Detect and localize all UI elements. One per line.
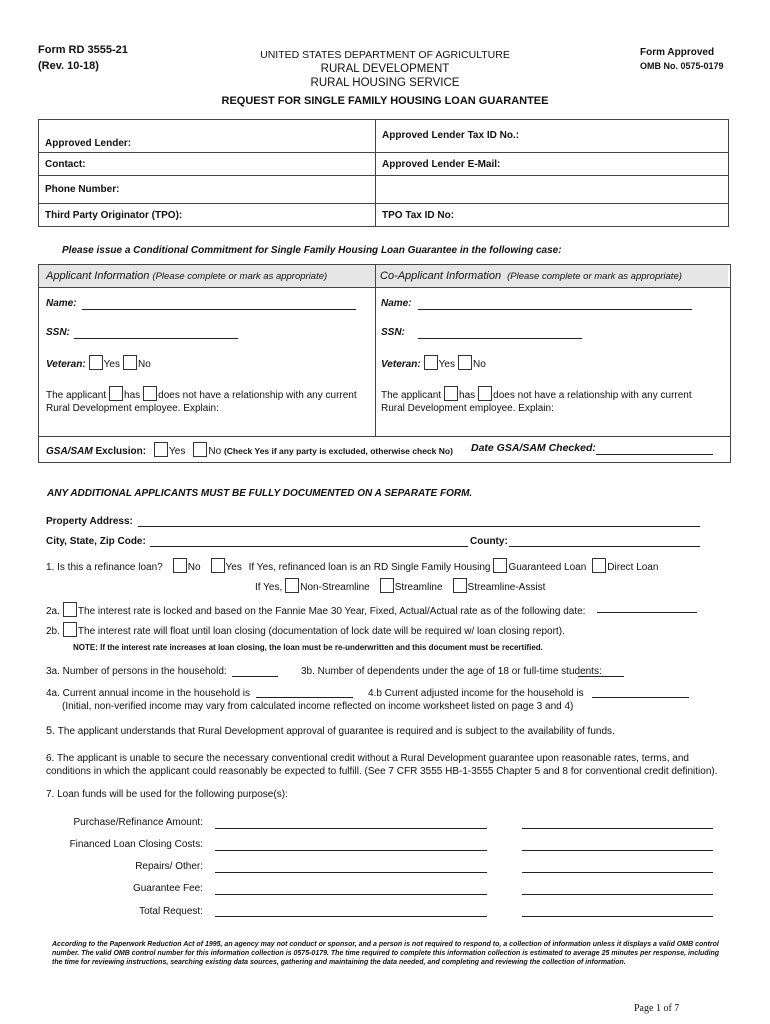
- q1-streamline-checkbox[interactable]: [380, 578, 394, 593]
- applicant-relationship-text-c: Rural Development employee. Explain:: [46, 403, 219, 414]
- q7-total-label: Total Request:: [139, 906, 203, 917]
- coapplicant-veteran-row: [381, 355, 486, 370]
- agency-line-1: UNITED STATES DEPARTMENT OF AGRICULTURE: [260, 49, 510, 61]
- agency-block: [240, 48, 530, 90]
- q6-line-2: conditions in which the applicant could reasonably be expected to fulfill. (See 7 CFR 3555 HB-1-3555 Chapter 5 and 8 for conventional credit definition).: [46, 766, 718, 777]
- coapplicant-name-input[interactable]: [418, 309, 692, 310]
- gsa-label-rest: Exclusion:: [95, 446, 147, 457]
- q7-repairs-input-1[interactable]: [215, 872, 487, 873]
- applicant-ssn-input[interactable]: [74, 338, 238, 339]
- form-approved: Form Approved: [640, 47, 715, 58]
- coapplicant-veteran-yes-label: Yes: [438, 359, 455, 370]
- intro-text: Please issue a Conditional Commitment for Single Family Housing Loan Guarantee in the following case:: [62, 245, 562, 256]
- coapplicant-heading-note: (Please complete or mark as appropriate): [507, 271, 682, 282]
- gsa-label-italic: GSA/SAM: [46, 446, 93, 457]
- q3b-text: 3b. Number of dependents under the age of 18 or full-time students:: [301, 666, 602, 677]
- q2b-text: The interest rate will float until loan closing (documentation of lock date will be required w/ loan closing report).: [77, 626, 565, 637]
- q7-closing-costs-input-2[interactable]: [522, 850, 713, 851]
- q7-closing-costs-input-1[interactable]: [215, 850, 487, 851]
- q4a-input[interactable]: [256, 697, 353, 698]
- q2a-label: 2a.: [46, 606, 60, 617]
- phone-blank-cell: [376, 176, 729, 204]
- q2-note: NOTE: If the interest rate increases at loan closing, the loan must be re-underwritten and this document must be recertified.: [73, 643, 543, 652]
- applicant-veteran-yes-label: Yes: [103, 359, 120, 370]
- coapplicant-name-label: Name:: [381, 298, 412, 309]
- q5-text: The applicant understands that Rural Development approval of guarantee is required and is subject to the availability of funds.: [57, 726, 615, 737]
- q2b-checkbox[interactable]: [63, 622, 77, 637]
- applicant-has-label: has: [124, 390, 141, 401]
- city-state-zip-input[interactable]: [150, 546, 468, 547]
- q2a-date-input[interactable]: [597, 612, 697, 613]
- gsa-no-checkbox[interactable]: [193, 442, 207, 457]
- q7-closing-costs-label: Financed Loan Closing Costs:: [69, 839, 203, 850]
- coapplicant-veteran-no-checkbox[interactable]: [458, 355, 472, 370]
- q1-direct-checkbox[interactable]: [592, 558, 606, 573]
- tpo-field[interactable]: Third Party Originator (TPO):: [39, 204, 376, 227]
- applicant-ssn-label: SSN:: [46, 327, 70, 338]
- q1-guaranteed-label: Guaranteed Loan: [508, 562, 587, 573]
- property-address-label: Property Address:: [46, 516, 133, 527]
- q6-line-1: 6. The applicant is unable to secure the necessary conventional credit without a Rural Development guarantee upon reasonable rates, terms, and: [46, 753, 689, 764]
- tpo-tax-id-field[interactable]: TPO Tax ID No:: [376, 204, 729, 227]
- phone-number-field[interactable]: Phone Number:: [39, 176, 376, 204]
- q4-note: (Initial, non-verified income may vary from calculated income reflected on income worksheet listed on page 3 and 4): [62, 701, 574, 712]
- coapplicant-relationship-text-b: does not have a relationship with any current: [493, 390, 692, 401]
- applicant-veteran-yes-checkbox[interactable]: [89, 355, 103, 370]
- applicant-has-checkbox[interactable]: [109, 386, 123, 401]
- gsa-checked-label: Date GSA/SAM Checked:: [471, 442, 596, 454]
- applicant-heading-note: (Please complete or mark as appropriate): [152, 271, 328, 282]
- coapplicant-veteran-label: Veteran:: [381, 359, 421, 370]
- applicant-heading: [46, 270, 327, 282]
- gsa-checked-date-input[interactable]: [596, 454, 713, 455]
- q3a-input[interactable]: [232, 676, 278, 677]
- applicant-does-not-have-checkbox[interactable]: [143, 386, 157, 401]
- q4b-text: 4.b Current adjusted income for the household is: [368, 688, 584, 699]
- lender-email-field[interactable]: Approved Lender E-Mail:: [376, 153, 729, 176]
- q1-row: [46, 558, 658, 573]
- coapplicant-has-checkbox[interactable]: [444, 386, 458, 401]
- county-input[interactable]: [509, 546, 700, 547]
- agency-line-2: RURAL DEVELOPMENT: [320, 63, 450, 75]
- q2a-text: The interest rate is locked and based on the Fannie Mae 30 Year, Fixed, Actual/Actual rate as of the following date:: [77, 606, 586, 617]
- q7-repairs-label: Repairs/ Other:: [135, 861, 203, 872]
- applicant-veteran-row: [46, 355, 151, 370]
- q7-purchase-label: Purchase/Refinance Amount:: [73, 817, 203, 828]
- coapplicant-relationship-text-c: Rural Development employee. Explain:: [381, 403, 554, 414]
- gsa-yes-label: Yes: [169, 446, 186, 457]
- coapplicant-ssn-label: SSN:: [381, 327, 405, 338]
- gsa-no-label: No: [208, 446, 222, 457]
- q1-followup: If Yes, refinanced loan is an RD Single Family Housing: [248, 562, 491, 573]
- q2b-row: [46, 622, 565, 637]
- q1-yes-checkbox[interactable]: [211, 558, 225, 573]
- applicant-relationship-text-b: does not have a relationship with any current: [158, 390, 357, 401]
- applicant-veteran-no-checkbox[interactable]: [123, 355, 137, 370]
- paperwork-reduction-notice: According to the Paperwork Reduction Act of 1995, an agency may not conduct or sponsor, and a person is not required to respond to, a collection of information unless it displays a valid OMB control number. The valid OMB control number for this information collection is 0575-0179. The time required to complete this information collection is estimated to average 25 minutes per response, including the time for reviewing instructions, searching existing data sources, gathering and maintaining the data needed, and completing and reviewing the collection of information.: [52, 941, 720, 966]
- coapplicant-relationship: [381, 386, 692, 415]
- q1-yes-label: Yes: [225, 562, 242, 573]
- applicant-relationship: [46, 386, 357, 415]
- applicant-relationship-text-a: The applicant: [46, 390, 107, 401]
- county-label: County:: [470, 536, 508, 547]
- coapplicant-veteran-yes-checkbox[interactable]: [424, 355, 438, 370]
- q7-repairs-input-2[interactable]: [522, 872, 713, 873]
- applicant-name-input[interactable]: [82, 309, 356, 310]
- q7-guarantee-fee-input-1[interactable]: [215, 894, 487, 895]
- q2a-checkbox[interactable]: [63, 602, 77, 617]
- coapplicant-has-label: has: [459, 390, 476, 401]
- q7-purchase-input-1[interactable]: [215, 828, 487, 829]
- q1-streamline-assist-checkbox[interactable]: [453, 578, 467, 593]
- city-state-zip-label: City, State, Zip Code:: [46, 536, 146, 547]
- q3a-text: 3a. Number of persons in the household:: [46, 666, 227, 677]
- lender-tax-id-field[interactable]: Approved Lender Tax ID No.:: [376, 120, 729, 153]
- gsa-note: (Check Yes if any party is excluded, otherwise check No): [223, 446, 453, 456]
- q1-non-streamline-checkbox[interactable]: [285, 578, 299, 593]
- coapplicant-veteran-no-label: No: [472, 359, 486, 370]
- property-address-input[interactable]: [138, 526, 700, 527]
- omb-number: OMB No. 0575-0179: [640, 61, 724, 71]
- q1-guaranteed-checkbox[interactable]: [493, 558, 507, 573]
- form-number: Form RD 3555-21: [38, 44, 128, 56]
- q1-streamline-assist-label: Streamline-Assist: [467, 582, 546, 593]
- coapplicant-ssn-input[interactable]: [418, 338, 582, 339]
- q1-if-yes: If Yes,: [255, 582, 283, 593]
- contact-field[interactable]: Contact:: [39, 153, 376, 176]
- q1-no-checkbox[interactable]: [173, 558, 187, 573]
- q7-guarantee-fee-input-2[interactable]: [522, 894, 713, 895]
- form-revision: (Rev. 10-18): [38, 60, 99, 72]
- q1-text: 1. Is this a refinance loan?: [46, 562, 163, 573]
- q1-streamline-label: Streamline: [394, 582, 443, 593]
- q2b-label: 2b.: [46, 626, 60, 637]
- applicant-name-label: Name:: [46, 298, 77, 309]
- q7-purchase-input-2[interactable]: [522, 828, 713, 829]
- q1-direct-label: Direct Loan: [607, 562, 659, 573]
- q4b-input[interactable]: [592, 697, 689, 698]
- q5-row: [46, 725, 615, 737]
- q3b-input[interactable]: [578, 676, 624, 677]
- additional-applicants-note: ANY ADDITIONAL APPLICANTS MUST BE FULLY DOCUMENTED ON A SEPARATE FORM.: [47, 488, 473, 499]
- q7-total-input-1[interactable]: [215, 916, 487, 917]
- q7-guarantee-fee-label: Guarantee Fee:: [132, 883, 203, 894]
- applicant-veteran-label: Veteran:: [46, 359, 86, 370]
- q6-text: [46, 752, 718, 778]
- q2a-row: [46, 602, 585, 617]
- approved-lender-field[interactable]: Approved Lender:: [39, 120, 376, 153]
- q4a-text: 4a. Current annual income in the household is: [46, 688, 251, 699]
- q5-number: 5.: [46, 725, 56, 737]
- lender-table: [38, 119, 729, 227]
- q1-no-label: No: [187, 562, 201, 573]
- coapplicant-does-not-have-checkbox[interactable]: [478, 386, 492, 401]
- applicant-heading-title: Applicant Information: [46, 270, 150, 282]
- gsa-exclusion-row: [46, 442, 453, 457]
- agency-line-3: RURAL HOUSING SERVICE: [310, 77, 460, 89]
- q1-refinance-type-row: [255, 578, 545, 593]
- coapplicant-heading: [380, 270, 682, 282]
- applicant-veteran-no-label: No: [137, 359, 151, 370]
- gsa-yes-checkbox[interactable]: [154, 442, 168, 457]
- coapplicant-relationship-text-a: The applicant: [381, 390, 442, 401]
- page-number: Page 1 of 7: [634, 1003, 680, 1014]
- q7-total-input-2[interactable]: [522, 916, 713, 917]
- q1-non-streamline-label: Non-Streamline: [300, 582, 370, 593]
- q7-text: 7. Loan funds will be used for the following purpose(s):: [46, 789, 288, 800]
- page-title: REQUEST FOR SINGLE FAMILY HOUSING LOAN GUARANTEE: [221, 95, 549, 107]
- coapplicant-heading-title: Co-Applicant Information: [380, 270, 502, 282]
